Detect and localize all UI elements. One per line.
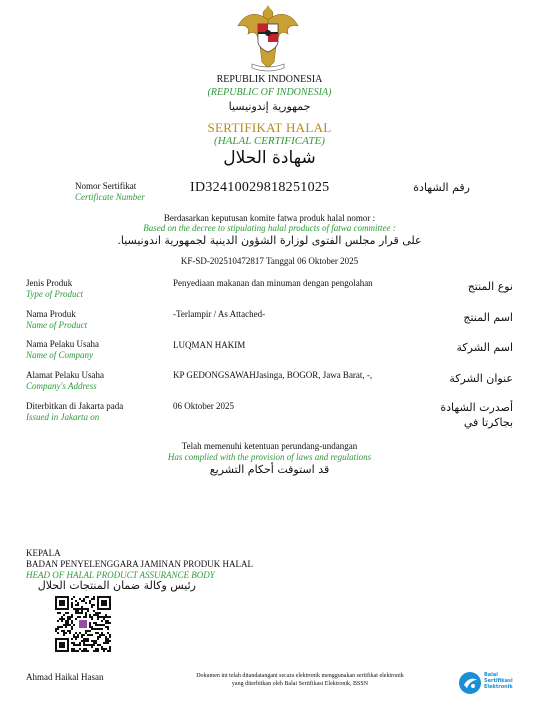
qr-code-icon <box>55 596 111 652</box>
certificate-title: SERTIFIKAT HALAL <box>207 120 332 135</box>
field-label-ar: أصدرت الشهادة بجاكرتا في <box>440 401 513 429</box>
field-label: Nama Produk <box>26 309 76 319</box>
certificate-title-ar: شهادة الحلال <box>223 148 316 168</box>
certificate-title-en: (HALAL CERTIFICATE) <box>214 135 325 147</box>
e-signature-note-line: Dokumen ini telah ditandatangani secara elektronik menggunakan sertifikat elektronik <box>196 673 404 679</box>
signatory-agency: BADAN PENYELENGGARA JAMINAN PRODUK HALAL <box>26 559 253 569</box>
signatory-name: Ahmad Haikal Hasan <box>26 672 104 682</box>
compliance-line-ar: قد استوفت أحكام التشريع <box>209 463 330 476</box>
field-label-en: Issued in Jakarta on <box>26 412 100 422</box>
bsre-logo-icon <box>458 671 482 695</box>
certificate-number-label: Nomor Sertifikat <box>75 181 137 191</box>
country-name-ar: جمهورية إندونيسيا <box>228 100 311 113</box>
field-label-en: Company's Address <box>26 381 97 391</box>
signatory-title: KEPALA <box>26 548 61 558</box>
bsre-label <box>484 672 513 690</box>
field-label-en: Name of Company <box>26 350 93 360</box>
field-label-ar: نوع المنتج <box>467 280 513 293</box>
certificate-number-label-ar: رقم الشهادة <box>413 181 470 194</box>
field-label: Nama Pelaku Usaha <box>26 339 99 349</box>
field-label: Diterbitkan di Jakarta pada <box>26 401 124 411</box>
field-label: Alamat Pelaku Usaha <box>26 370 104 380</box>
field-value: 06 Oktober 2025 <box>173 401 234 411</box>
country-name: REPUBLIK INDONESIA <box>216 74 323 85</box>
garuda-emblem-icon <box>236 4 300 72</box>
bsre-label-line: Elektronik <box>484 684 513 690</box>
decree-line: Berdasarkan keputusan komite fatwa produk halal nomor : <box>163 213 376 223</box>
field-value: Penyediaan makanan dan minuman dengan pengolahan <box>173 278 373 288</box>
country-name-en: (REPUBLIC OF INDONESIA) <box>207 87 332 98</box>
certificate-number: ID32410029818251025 <box>190 180 330 195</box>
decree-reference: KF-SD-202510472817 Tanggal 06 Oktober 2025 <box>180 256 359 266</box>
field-label-en: Name of Product <box>26 320 88 330</box>
field-label-en: Type of Product <box>26 289 83 299</box>
field-label-ar: اسم الشركة <box>456 341 513 354</box>
field-value: -Terlampir / As Attached- <box>173 309 266 319</box>
field-value: LUQMAN HAKIM <box>173 340 246 350</box>
field-value: KP GEDONGSAWAHJasinga, BOGOR, Jawa Barat, -, <box>173 370 373 380</box>
certificate-number-label-en: Certificate Number <box>75 192 145 202</box>
compliance-line-en: Has complied with the provision of laws and regulations <box>167 452 372 462</box>
bsre-label-line: Balai <box>484 672 498 678</box>
bsre-label-line: Sertifikasi <box>484 678 513 684</box>
e-signature-note <box>150 672 450 688</box>
signatory-agency-en: HEAD OF HALAL PRODUCT ASSURANCE BODY <box>26 570 215 580</box>
decree-line-ar: على قرار مجلس الفتوى لوزارة الشؤون الدينية لجمهورية اندونيسيا. <box>117 234 422 247</box>
field-label-ar: اسم المنتج <box>463 311 513 324</box>
field-label-ar: عنوان الشركة <box>449 372 513 385</box>
decree-line-en: Based on the decree to stipulating halal products of fatwa committee : <box>143 223 396 233</box>
field-label: Jenis Produk <box>26 278 73 288</box>
compliance-line: Telah memenuhi ketentuan perundang-undangan <box>181 441 358 451</box>
e-signature-note-line: yang diterbitkan oleh Balai Sertifikasi Elektronik, BSSN <box>231 681 369 687</box>
signatory-agency-ar: رئيس وكالة ضمان المنتجات الحلال <box>37 579 196 592</box>
